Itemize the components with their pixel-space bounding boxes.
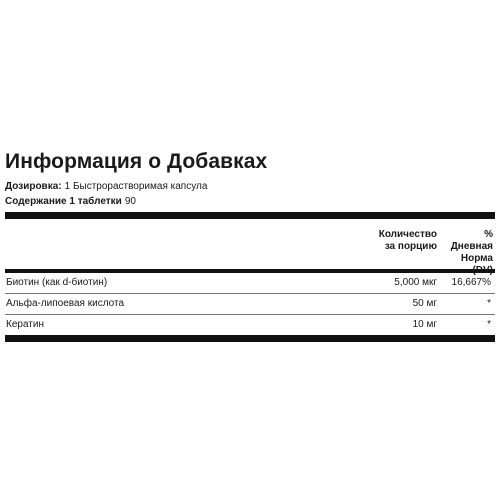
dv-header-line-1: % [484, 229, 493, 240]
ingredient-daily-value: * [487, 298, 491, 309]
ingredient-amount: 50 мг [412, 298, 437, 309]
servings-per-container-value: 90 [124, 196, 136, 207]
ingredient-name: Биотин (как d-биотин) [6, 277, 108, 288]
serving-size-value: 1 Быстрорастворимая капсула [64, 181, 208, 192]
ingredient-amount: 10 мг [412, 319, 437, 330]
dv-header-line-2: Дневная [450, 241, 493, 252]
table-row [5, 315, 495, 335]
daily-value-header [443, 229, 493, 277]
ingredient-amount: 5,000 мкг [394, 277, 437, 288]
table-row [5, 294, 495, 314]
top-thick-divider [5, 212, 495, 219]
table-row [5, 273, 495, 293]
ingredient-daily-value: * [487, 319, 491, 330]
dv-header-line-3: Норма [460, 253, 493, 264]
serving-size-line [5, 179, 495, 194]
servings-per-container-line [5, 194, 495, 209]
panel-title: Информация о Добавках [5, 150, 268, 173]
amount-header-line-2: за порцию [384, 241, 437, 252]
table-header [5, 219, 495, 276]
serving-size-label: Дозировка: [5, 181, 62, 192]
ingredient-name: Кератин [6, 319, 44, 330]
amount-per-serving-header [337, 229, 437, 253]
ingredient-name: Альфа-липоевая кислота [6, 298, 125, 309]
ingredient-daily-value: 16,667% [451, 277, 491, 288]
supplement-facts-panel [5, 148, 495, 342]
amount-header-line-1: Количество [378, 229, 437, 240]
dv-header-line-4: (DV) [472, 265, 493, 276]
bottom-thick-divider [5, 335, 495, 342]
servings-per-container-label: Содержание 1 таблетки [5, 196, 122, 207]
